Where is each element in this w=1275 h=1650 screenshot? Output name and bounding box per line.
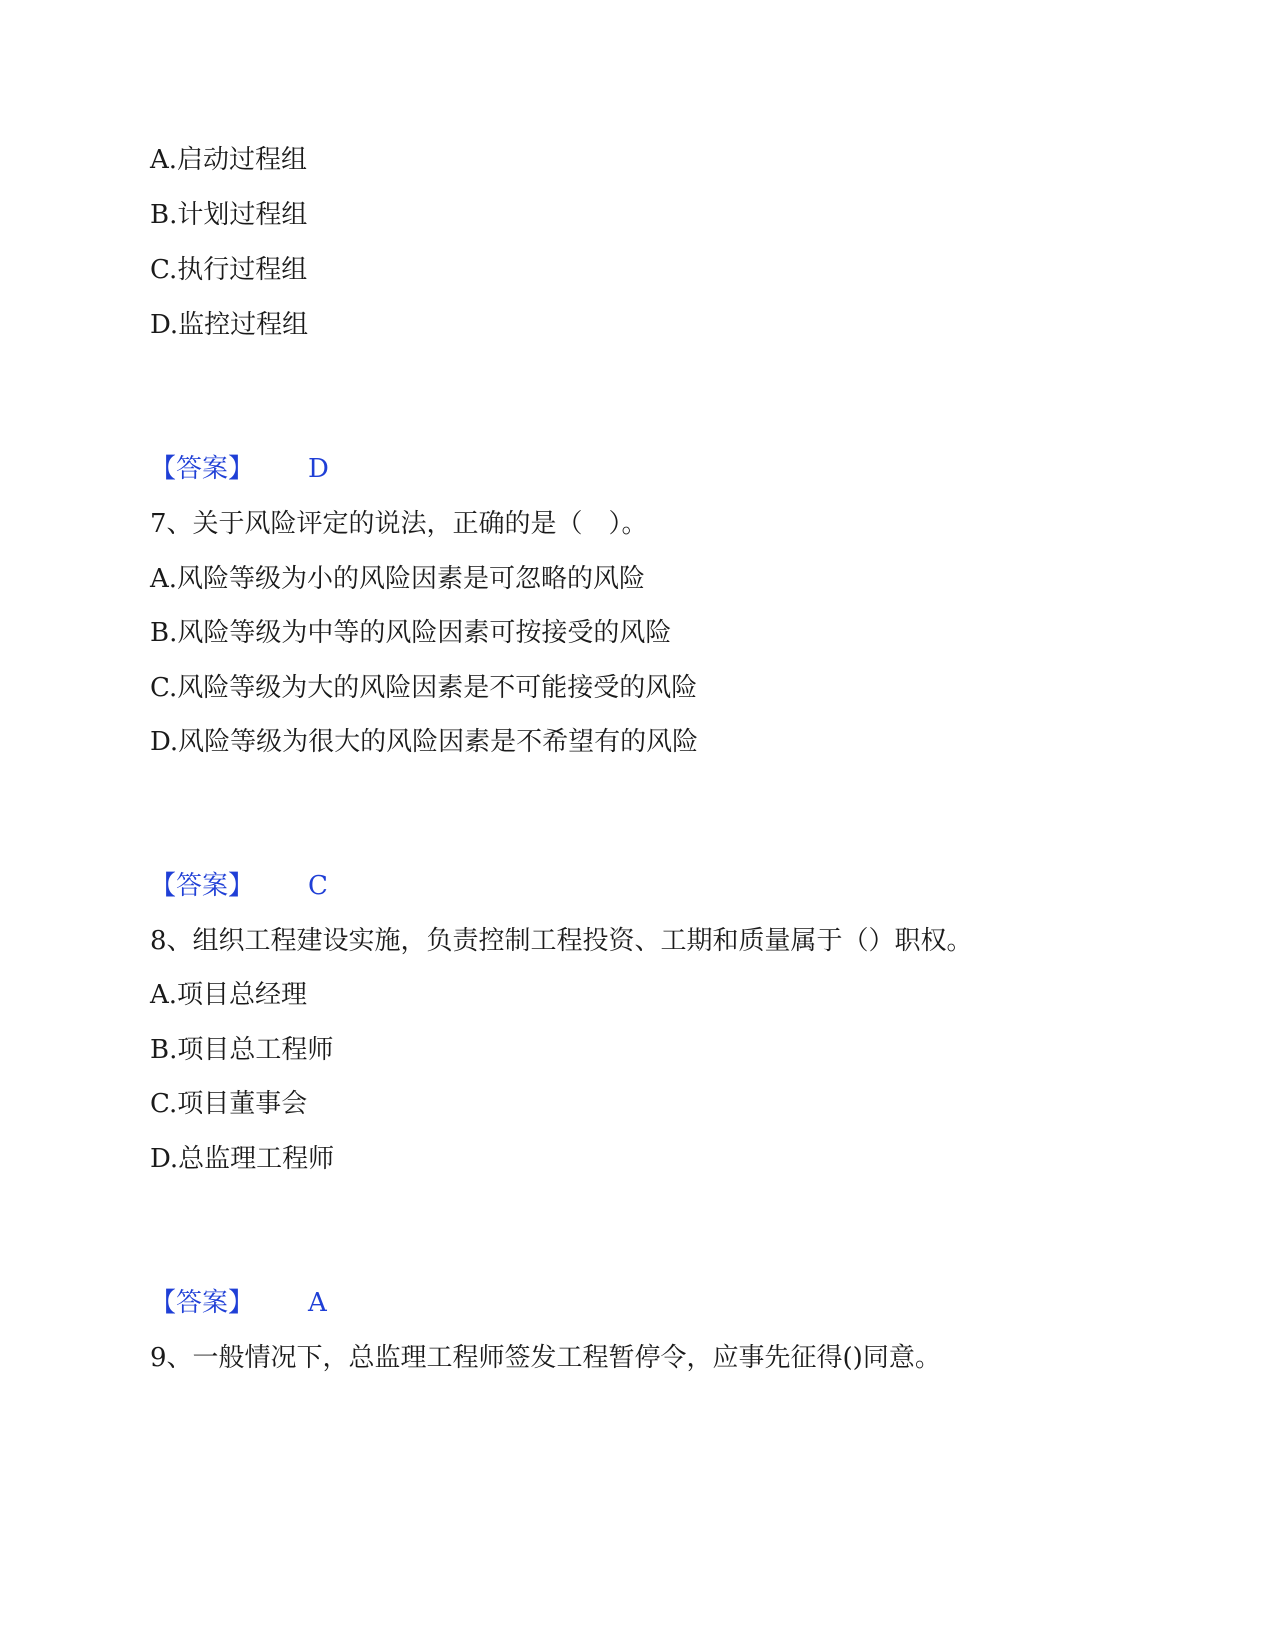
q8-option-d: D.总监理工程师 bbox=[150, 1144, 335, 1174]
q8-answer-row bbox=[150, 1285, 327, 1321]
q6-option-d: D.监控过程组 bbox=[150, 310, 309, 340]
q7-stem: 7、关于风险评定的说法，正确的是（ ）。 bbox=[150, 509, 648, 539]
q6-answer-label: 【答案】 bbox=[150, 454, 255, 484]
q6-option-c: C.执行过程组 bbox=[150, 255, 308, 285]
q8-answer-value: A bbox=[308, 1288, 327, 1318]
q6-option-a: A.启动过程组 bbox=[150, 145, 308, 175]
q9-stem: 9、一般情况下，总监理工程师签发工程暂停令，应事先征得()同意。 bbox=[150, 1343, 941, 1373]
q7-option-c: C.风险等级为大的风险因素是不可能接受的风险 bbox=[150, 673, 698, 703]
q8-answer-label: 【答案】 bbox=[150, 1288, 255, 1318]
q8-option-c: C.项目董事会 bbox=[150, 1089, 308, 1119]
q7-answer-row bbox=[150, 868, 328, 904]
q8-stem: 8、组织工程建设实施，负责控制工程投资、工期和质量属于（）职权。 bbox=[150, 926, 973, 956]
q6-option-b: B.计划过程组 bbox=[150, 200, 308, 230]
q7-answer-value: C bbox=[308, 871, 328, 901]
q6-answer-value: D bbox=[308, 454, 329, 484]
q7-option-d: D.风险等级为很大的风险因素是不希望有的风险 bbox=[150, 727, 699, 757]
q8-option-a: A.项目总经理 bbox=[150, 980, 308, 1010]
q8-option-b: B.项目总工程师 bbox=[150, 1035, 334, 1065]
q7-option-a: A.风险等级为小的风险因素是可忽略的风险 bbox=[150, 564, 646, 594]
q7-answer-label: 【答案】 bbox=[150, 871, 255, 901]
q7-option-b: B.风险等级为中等的风险因素可按接受的风险 bbox=[150, 618, 672, 648]
q6-answer-row bbox=[150, 451, 329, 487]
